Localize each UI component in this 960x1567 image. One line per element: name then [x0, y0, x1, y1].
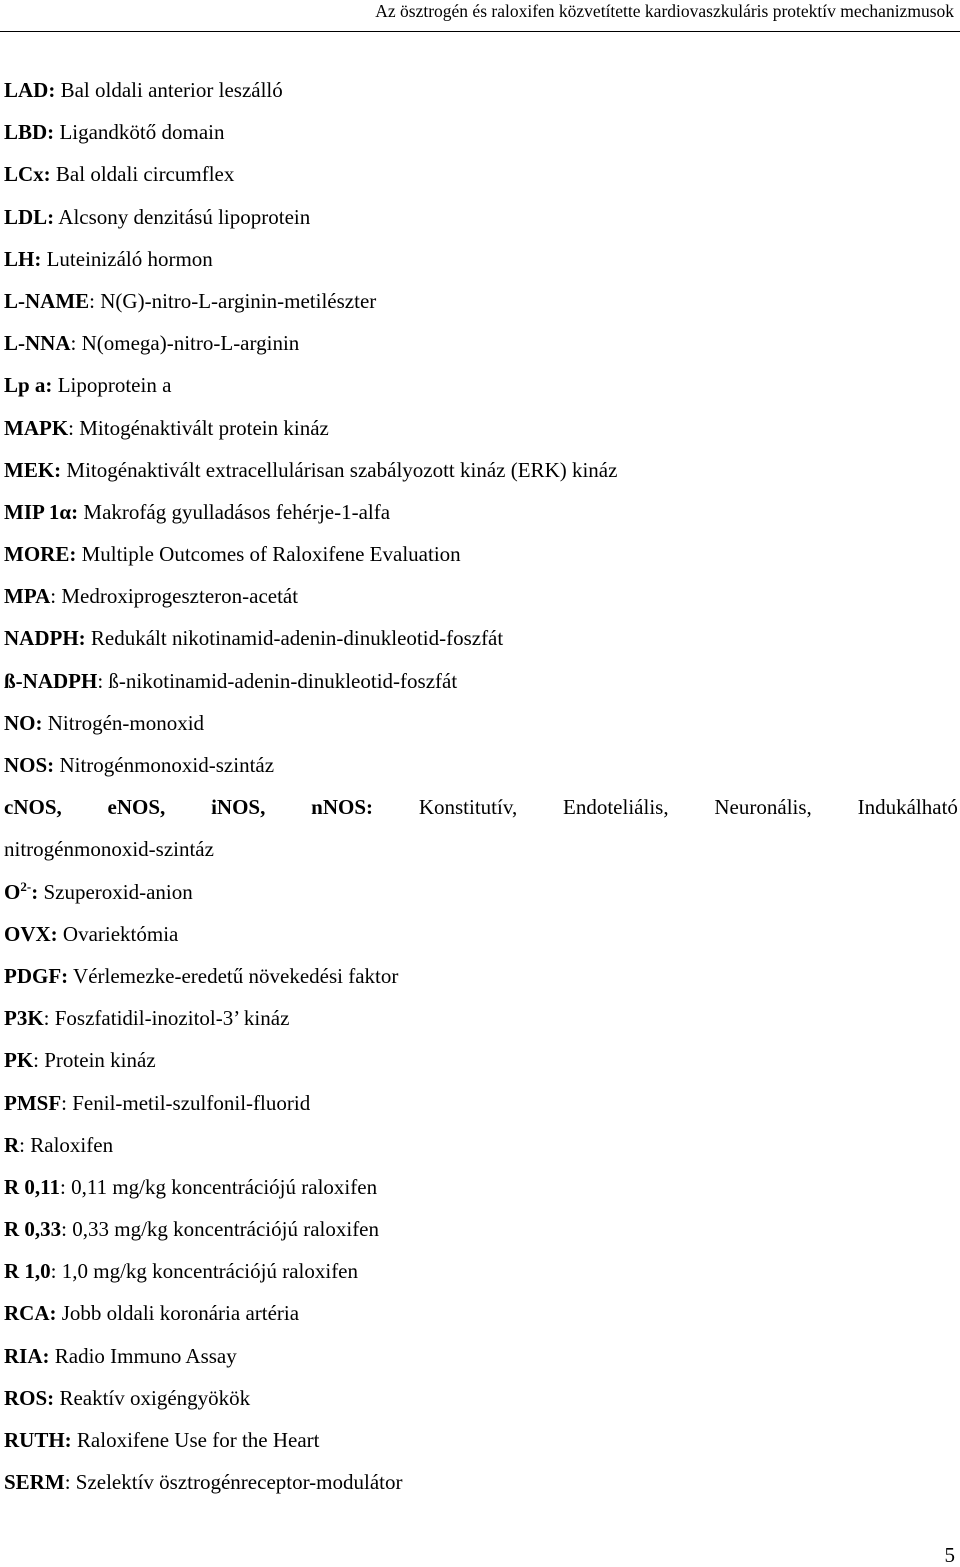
definition: Reaktív oxigéngyökök: [54, 1385, 251, 1410]
justified-line: [4, 786, 958, 828]
definition: Multiple Outcomes of Raloxifene Evaluation: [76, 542, 461, 567]
abbreviation: R 0,11: [4, 1174, 61, 1199]
glossary-entry: [4, 1419, 958, 1461]
abbreviation: MIP 1α:: [4, 499, 79, 524]
glossary-entry: [4, 322, 958, 364]
abbreviation: O: [4, 879, 21, 904]
definition: Szuperoxid-anion: [38, 879, 193, 904]
abbreviation: RCA:: [4, 1301, 57, 1326]
abbreviation: R: [4, 1132, 20, 1157]
abbreviation: LDL:: [4, 204, 55, 229]
abbreviation: RIA:: [4, 1343, 50, 1368]
definition: Radio Immuno Assay: [49, 1343, 237, 1368]
definition: Bal oldali anterior leszálló: [55, 78, 283, 102]
definition: Nitrogénmonoxid-szintáz: [54, 753, 275, 777]
glossary-entry: [4, 491, 958, 533]
abbreviation: MORE:: [4, 542, 77, 567]
glossary-entry: [4, 533, 958, 575]
definition: : 0,33 mg/kg koncentrációjú raloxifen: [61, 1217, 380, 1242]
glossary-entry: [4, 280, 958, 322]
definition: : 1,0 mg/kg koncentrációjú raloxifen: [50, 1259, 359, 1284]
definition: : N(omega)-nitro-L-arginin: [70, 331, 300, 356]
abbreviation: L-NNA: [4, 331, 71, 356]
superscript: 2-: [20, 878, 32, 894]
glossary-entry: [4, 196, 958, 238]
glossary-entry-nos-variants: [4, 786, 958, 870]
abbreviation: Lp a:: [4, 373, 53, 398]
definition: Vérlemezke-eredetű növekedési faktor: [68, 963, 399, 988]
definition: Jobb oldali koronária artéria: [56, 1301, 300, 1326]
definition: : Protein kináz: [33, 1048, 156, 1073]
abbreviation: R 0,33: [4, 1217, 62, 1242]
abbreviation: NOS:: [4, 753, 55, 777]
glossary-entry: [4, 660, 958, 702]
abbreviation: MAPK: [4, 415, 69, 440]
definition: Ovariektómia: [57, 921, 179, 946]
abbreviation: NO:: [4, 710, 43, 735]
definition: Alcsony denzitású lipoprotein: [54, 204, 311, 229]
glossary-entry: [4, 1039, 958, 1081]
definition: : N(G)-nitro-L-arginin-metilészter: [89, 288, 377, 313]
running-header: Az ösztrogén és raloxifen közvetítette kardiovaszkuláris protektív mechanizmusok: [375, 1, 954, 21]
glossary-entry: [4, 153, 958, 195]
definition: : Szelektív ösztrogénreceptor-modulátor: [64, 1470, 403, 1495]
definition: Bal oldali circumflex: [50, 162, 235, 187]
abbreviation: L-NAME: [4, 288, 90, 313]
glossary-entry: [4, 1250, 958, 1292]
abbreviation: LBD:: [4, 120, 55, 145]
abbreviation: iNOS,: [211, 795, 266, 820]
abbreviation: ß-NADPH: [4, 668, 98, 693]
definition: Nitrogén-monoxid: [42, 710, 205, 735]
abbreviation: PDGF:: [4, 963, 69, 988]
definition-word: Konstitutív,: [418, 795, 518, 820]
definition: Makrofág gyulladásos fehérje-1-alfa: [78, 499, 391, 524]
definition: : Raloxifen: [19, 1132, 114, 1157]
abbreviation: MPA: [4, 584, 51, 609]
glossary-entry: [4, 111, 958, 153]
glossary-entry: [4, 1124, 958, 1166]
colon: :: [31, 879, 39, 904]
abbreviation: cNOS,: [4, 795, 62, 820]
definition: Redukált nikotinamid-adenin-dinukleotid-foszfát: [85, 626, 504, 651]
definition: Lipoprotein a: [52, 373, 172, 398]
glossary-entry: [4, 702, 958, 744]
glossary-entry: [4, 1377, 958, 1419]
glossary-entry: [4, 1082, 958, 1124]
glossary-entry: [4, 744, 958, 786]
glossary-entry: [4, 407, 958, 449]
definition: : 0,11 mg/kg koncentrációjú raloxifen: [60, 1174, 378, 1199]
abbreviation: NADPH:: [4, 626, 86, 651]
definition: Mitogénaktivált extracellulárisan szabályozott kináz (ERK) kináz: [61, 457, 618, 482]
glossary-entry: [4, 238, 958, 280]
definition: : Fenil-metil-szulfonil-fluorid: [61, 1090, 311, 1115]
glossary-entry: [4, 617, 958, 659]
page-number: 5: [944, 1543, 955, 1567]
glossary-entry: [4, 1166, 958, 1208]
definition: : Mitogénaktivált protein kináz: [68, 415, 329, 440]
abbreviation: SERM: [4, 1470, 65, 1495]
header-divider: [0, 31, 960, 32]
definition: Ligandkötő domain: [54, 120, 225, 145]
glossary-entry: [4, 364, 958, 406]
glossary-entry: [4, 575, 958, 617]
abbreviation: LCx:: [4, 162, 51, 187]
glossary-entry: [4, 449, 958, 491]
abbreviation: R 1,0: [4, 1259, 51, 1284]
abbreviation: PK: [4, 1048, 34, 1073]
abbreviation: eNOS,: [107, 795, 166, 820]
glossary-entry: [4, 913, 958, 955]
abbreviation: RUTH:: [4, 1428, 72, 1453]
glossary-entry: [4, 1208, 958, 1250]
definition: : Medroxiprogeszteron-acetát: [50, 584, 299, 609]
abbreviation: PMSF: [4, 1090, 62, 1115]
glossary-entry: [4, 997, 958, 1039]
abbreviation: P3K: [4, 1006, 44, 1031]
abbreviation: LAD:: [4, 78, 56, 102]
definition: Raloxifene Use for the Heart: [71, 1428, 320, 1453]
definition: nitrogénmonoxid-szintáz: [4, 837, 214, 862]
definition-word: Endoteliális,: [563, 795, 669, 820]
definition-word: Neuronális,: [714, 795, 812, 820]
glossary-entry: [4, 1461, 958, 1503]
abbreviation-list: [4, 69, 958, 1503]
abbreviation: MEK:: [4, 457, 62, 482]
definition: : Foszfatidil-inozitol-3’ kináz: [43, 1006, 290, 1031]
definition: : ß-nikotinamid-adenin-dinukleotid-foszfát: [97, 668, 458, 693]
definition: Luteinizáló hormon: [41, 246, 213, 271]
abbreviation: ROS:: [4, 1385, 55, 1410]
glossary-entry: [4, 1292, 958, 1334]
abbreviation: OVX:: [4, 921, 58, 946]
definition-word: Indukálható: [857, 795, 958, 820]
abbreviation: nNOS:: [311, 795, 374, 820]
glossary-entry: [4, 955, 958, 997]
glossary-entry-superoxide: [4, 871, 958, 913]
glossary-entry: [4, 69, 958, 111]
glossary-entry: [4, 1335, 958, 1377]
abbreviation: LH:: [4, 246, 42, 271]
